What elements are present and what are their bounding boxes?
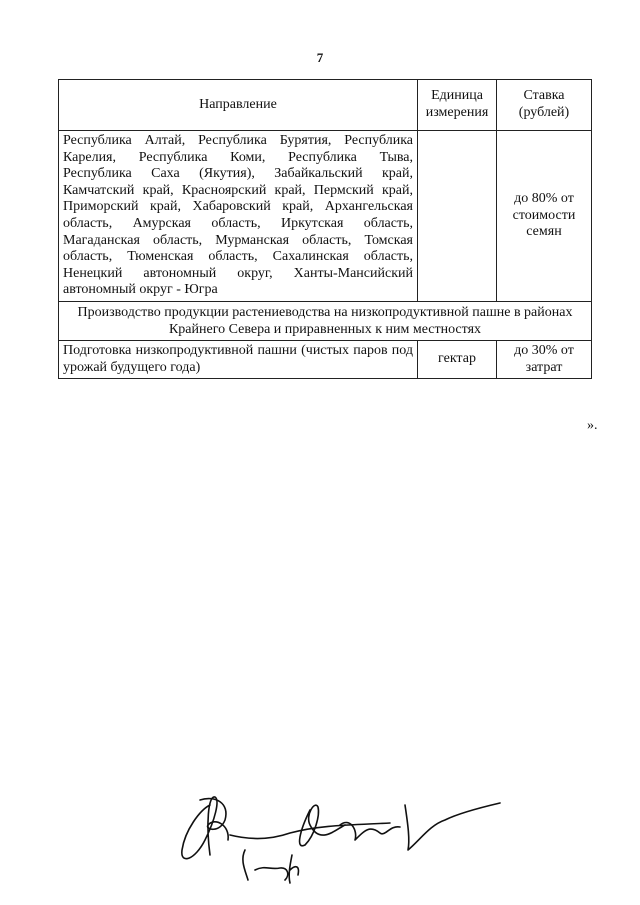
regions-line: Камчатский край, Красноярский край, Пермский край, xyxy=(63,182,413,198)
rate-cell: до 80% от стоимости семян xyxy=(497,131,592,302)
regions-line: Приморский край, Хабаровский край, Архангельская xyxy=(63,199,413,215)
rates-table xyxy=(58,79,592,379)
regions-line: Республика Алтай, Республика Бурятия, Республика xyxy=(63,133,413,148)
section-header: Производство продукции растениеводства на низкопродуктивной пашне в районах Крайнего Севера и приравненных к ним местностях xyxy=(59,301,592,340)
page-number: 7 xyxy=(316,50,324,65)
regions-line: область, Тюменская область, Сахалинская область, xyxy=(63,249,413,265)
header-unit: Единица измерения xyxy=(418,80,497,131)
regions-line: Магаданская область, Мурманская область, Томская xyxy=(63,232,413,248)
unit-cell: гектар xyxy=(418,340,497,378)
unit-cell xyxy=(418,131,497,302)
regions-line: Ненецкий автономный округ, Ханты-Мансийский xyxy=(63,265,413,281)
header-rate: Ставка (рублей) xyxy=(497,80,592,131)
table-header-row xyxy=(59,80,592,131)
regions-line: Карелия, Республика Коми, Республика Тыва, xyxy=(63,149,413,165)
closing-quote: ». xyxy=(587,418,598,433)
handwritten-signature-icon xyxy=(170,785,540,895)
regions-line: автономный округ - Югра xyxy=(63,282,218,298)
direction-cell: Подготовка низкопродуктивной пашни (чистых паров под урожай будущего года) xyxy=(59,340,418,378)
regions-cell xyxy=(59,131,418,302)
table-row xyxy=(59,340,592,378)
regions-line: область, Амурская область, Иркутская область, xyxy=(63,215,413,231)
table-row xyxy=(59,131,592,302)
rate-cell: до 30% от затрат xyxy=(497,340,592,378)
section-header-row xyxy=(59,301,592,340)
regions-line: Республика Саха (Якутия), Забайкальский край, xyxy=(63,166,413,182)
header-direction: Направление xyxy=(59,80,418,131)
